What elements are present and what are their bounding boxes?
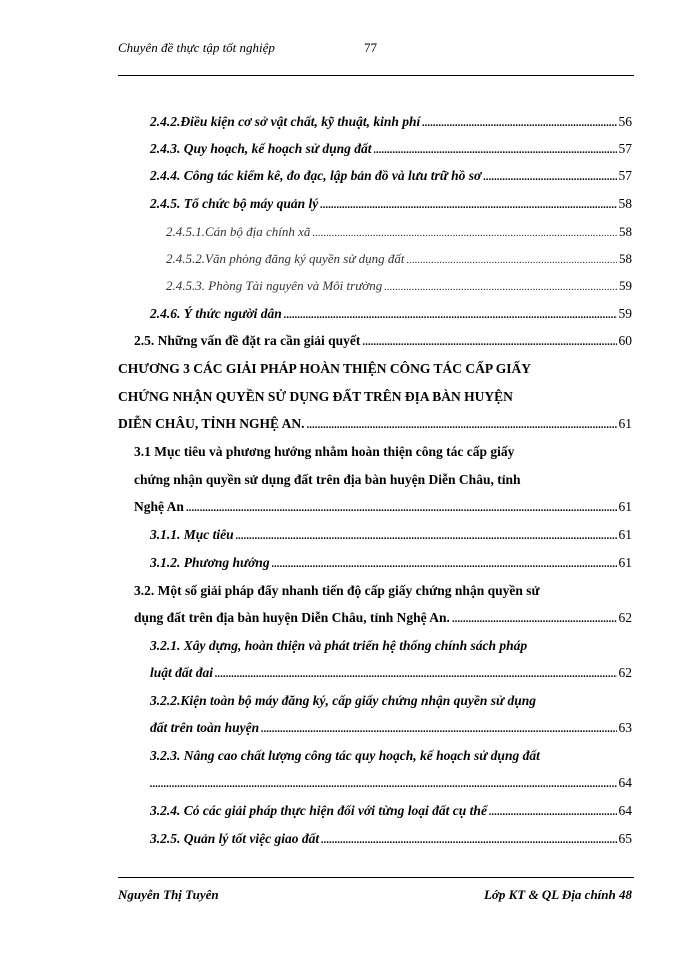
toc-entry-2-4-2[interactable] [150,114,632,140]
toc-entry-page: 58 [619,251,632,266]
toc-entry-3-1-line3[interactable] [134,499,632,525]
toc-entry-text: dụng đất trên địa bàn huyện Diễn Châu, tỉnh Nghệ An. [134,610,450,625]
footer-class: Lớp KT & QL Địa chính 48 [483,887,632,902]
toc-entry-text: DIỄN CHÂU, TỈNH NGHỆ AN. [118,416,305,431]
toc-entry-text: Nghệ An [134,499,184,514]
toc-entry-2-4-5-1[interactable] [166,224,632,250]
toc-entry-3-2-5[interactable] [150,831,632,857]
footer-rule [118,877,634,878]
toc-entry-text: 2.4.5.3. Phòng Tài nguyên và Môi trường [166,278,383,293]
toc-entry-page: 61 [618,499,632,514]
toc-entry-text: 3.2.5. Quản lý tốt việc giao đất [150,831,320,846]
toc-entry-text: 2.4.5. Tổ chức bộ máy quản lý [150,196,319,211]
toc-entry-text: 2.4.3. Quy hoạch, kế hoạch sử dụng đất [150,141,372,156]
toc-entry-page: 56 [618,114,632,129]
toc-entry-3-2-line1[interactable]: 3.2. Một số giải pháp đẩy nhanh tiến độ cấp giấy chứng nhận quyền sử [134,583,540,598]
toc-chapter-3-line3[interactable] [118,416,632,442]
toc-entry-text: 2.4.4. Công tác kiểm kê, đo đạc, lập bản đồ và lưu trữ hồ sơ [150,168,482,183]
toc-entry-page: 60 [618,333,632,348]
toc-entry-page: 64 [618,775,632,790]
toc-entry-text: 2.4.5.2.Văn phòng đăng ký quyền sử dụng đất [166,251,405,266]
toc-entry-2-5[interactable] [134,333,632,359]
toc-entry-text: 3.2.4. Có các giải pháp thực hiện đối với từng loại đất cụ thể [150,803,487,818]
toc-entry-3-2-2-line2[interactable] [150,720,632,746]
toc-entry-3-2-line2[interactable] [134,610,632,636]
toc-entry-text: luật đất đai [150,665,214,680]
toc-entry-text: 3.1.1. Mục tiêu [150,527,234,542]
header-title: Chuyên đề thực tập tốt nghiệp [118,40,275,55]
toc-entry-2-4-5-2[interactable] [166,251,632,277]
toc-entry-3-2-1-line2[interactable] [150,665,632,691]
toc-entry-2-4-6[interactable] [150,306,632,332]
toc-entry-3-1-line2[interactable]: chứng nhận quyền sử dụng đất trên địa bàn huyện Diễn Châu, tỉnh [134,472,521,487]
toc-entry-3-2-2-line1[interactable]: 3.2.2.Kiện toàn bộ máy đăng ký, cấp giấy chứng nhận quyền sử dụng [150,693,536,708]
toc-entry-3-1-2[interactable] [150,555,632,581]
toc-entry-page: 61 [618,416,632,431]
toc-entry-2-4-3[interactable] [150,141,632,167]
toc-entry-page: 63 [618,720,632,735]
toc-chapter-3-line2[interactable]: CHỨNG NHẬN QUYỀN SỬ DỤNG ĐẤT TRÊN ĐỊA BÀN HUYỆN [118,389,513,404]
toc-entry-page: 65 [618,831,632,846]
toc-entry-2-4-4[interactable] [150,168,632,194]
toc-entry-page: 61 [618,555,632,570]
toc-entry-text: 2.4.5.1.Cán bộ địa chính xã [166,224,311,239]
footer-author: Nguyễn Thị Tuyên [118,887,219,902]
toc-entry-page: 61 [618,527,632,542]
toc-entry-page: 57 [618,168,632,183]
toc-entry-text: 2.4.6. Ý thức người dân [150,306,282,321]
toc-entry-2-4-5[interactable] [150,196,632,222]
toc-entry-page: 62 [618,665,632,680]
toc-entry-3-2-3-line1[interactable]: 3.2.3. Nâng cao chất lượng công tác quy hoạch, kế hoạch sử dụng đất [150,748,540,763]
toc-entry-page: 58 [619,224,632,239]
toc-entry-3-2-1-line1[interactable]: 3.2.1. Xây dựng, hoàn thiện và phát triển hệ thống chính sách pháp [150,638,528,653]
toc-entry-page: 57 [618,141,632,156]
toc-entry-page: 62 [618,610,632,625]
toc-entry-page: 58 [618,196,632,211]
toc-entry-page: 59 [619,278,632,293]
toc-entry-text: 3.1.2. Phương hướng [150,555,270,570]
header-page-number: 77 [364,40,377,55]
toc-entry-page: 59 [618,306,632,321]
toc-entry-text: đất trên toàn huyện [150,720,260,735]
toc-entry-page: 64 [618,803,632,818]
toc-entry-3-2-4[interactable] [150,803,632,829]
toc-entry-text: 2.5. Những vấn đề đặt ra cần giải quyết [134,333,361,348]
toc-entry-2-4-5-3[interactable] [166,278,632,304]
toc-entry-text: 2.4.2.Điều kiện cơ sở vật chất, kỹ thuật, kinh phí [150,114,421,129]
toc-entry-3-2-3-line2[interactable] [150,775,632,801]
toc-chapter-3-line1[interactable]: CHƯƠNG 3 CÁC GIẢI PHÁP HOÀN THIỆN CÔNG TÁC CẤP GIẤY [118,361,532,376]
header-rule [118,75,634,76]
toc-entry-3-1-line1[interactable]: 3.1 Mục tiêu và phương hướng nhằm hoàn thiện công tác cấp giấy [134,444,515,459]
toc-entry-3-1-1[interactable] [150,527,632,553]
